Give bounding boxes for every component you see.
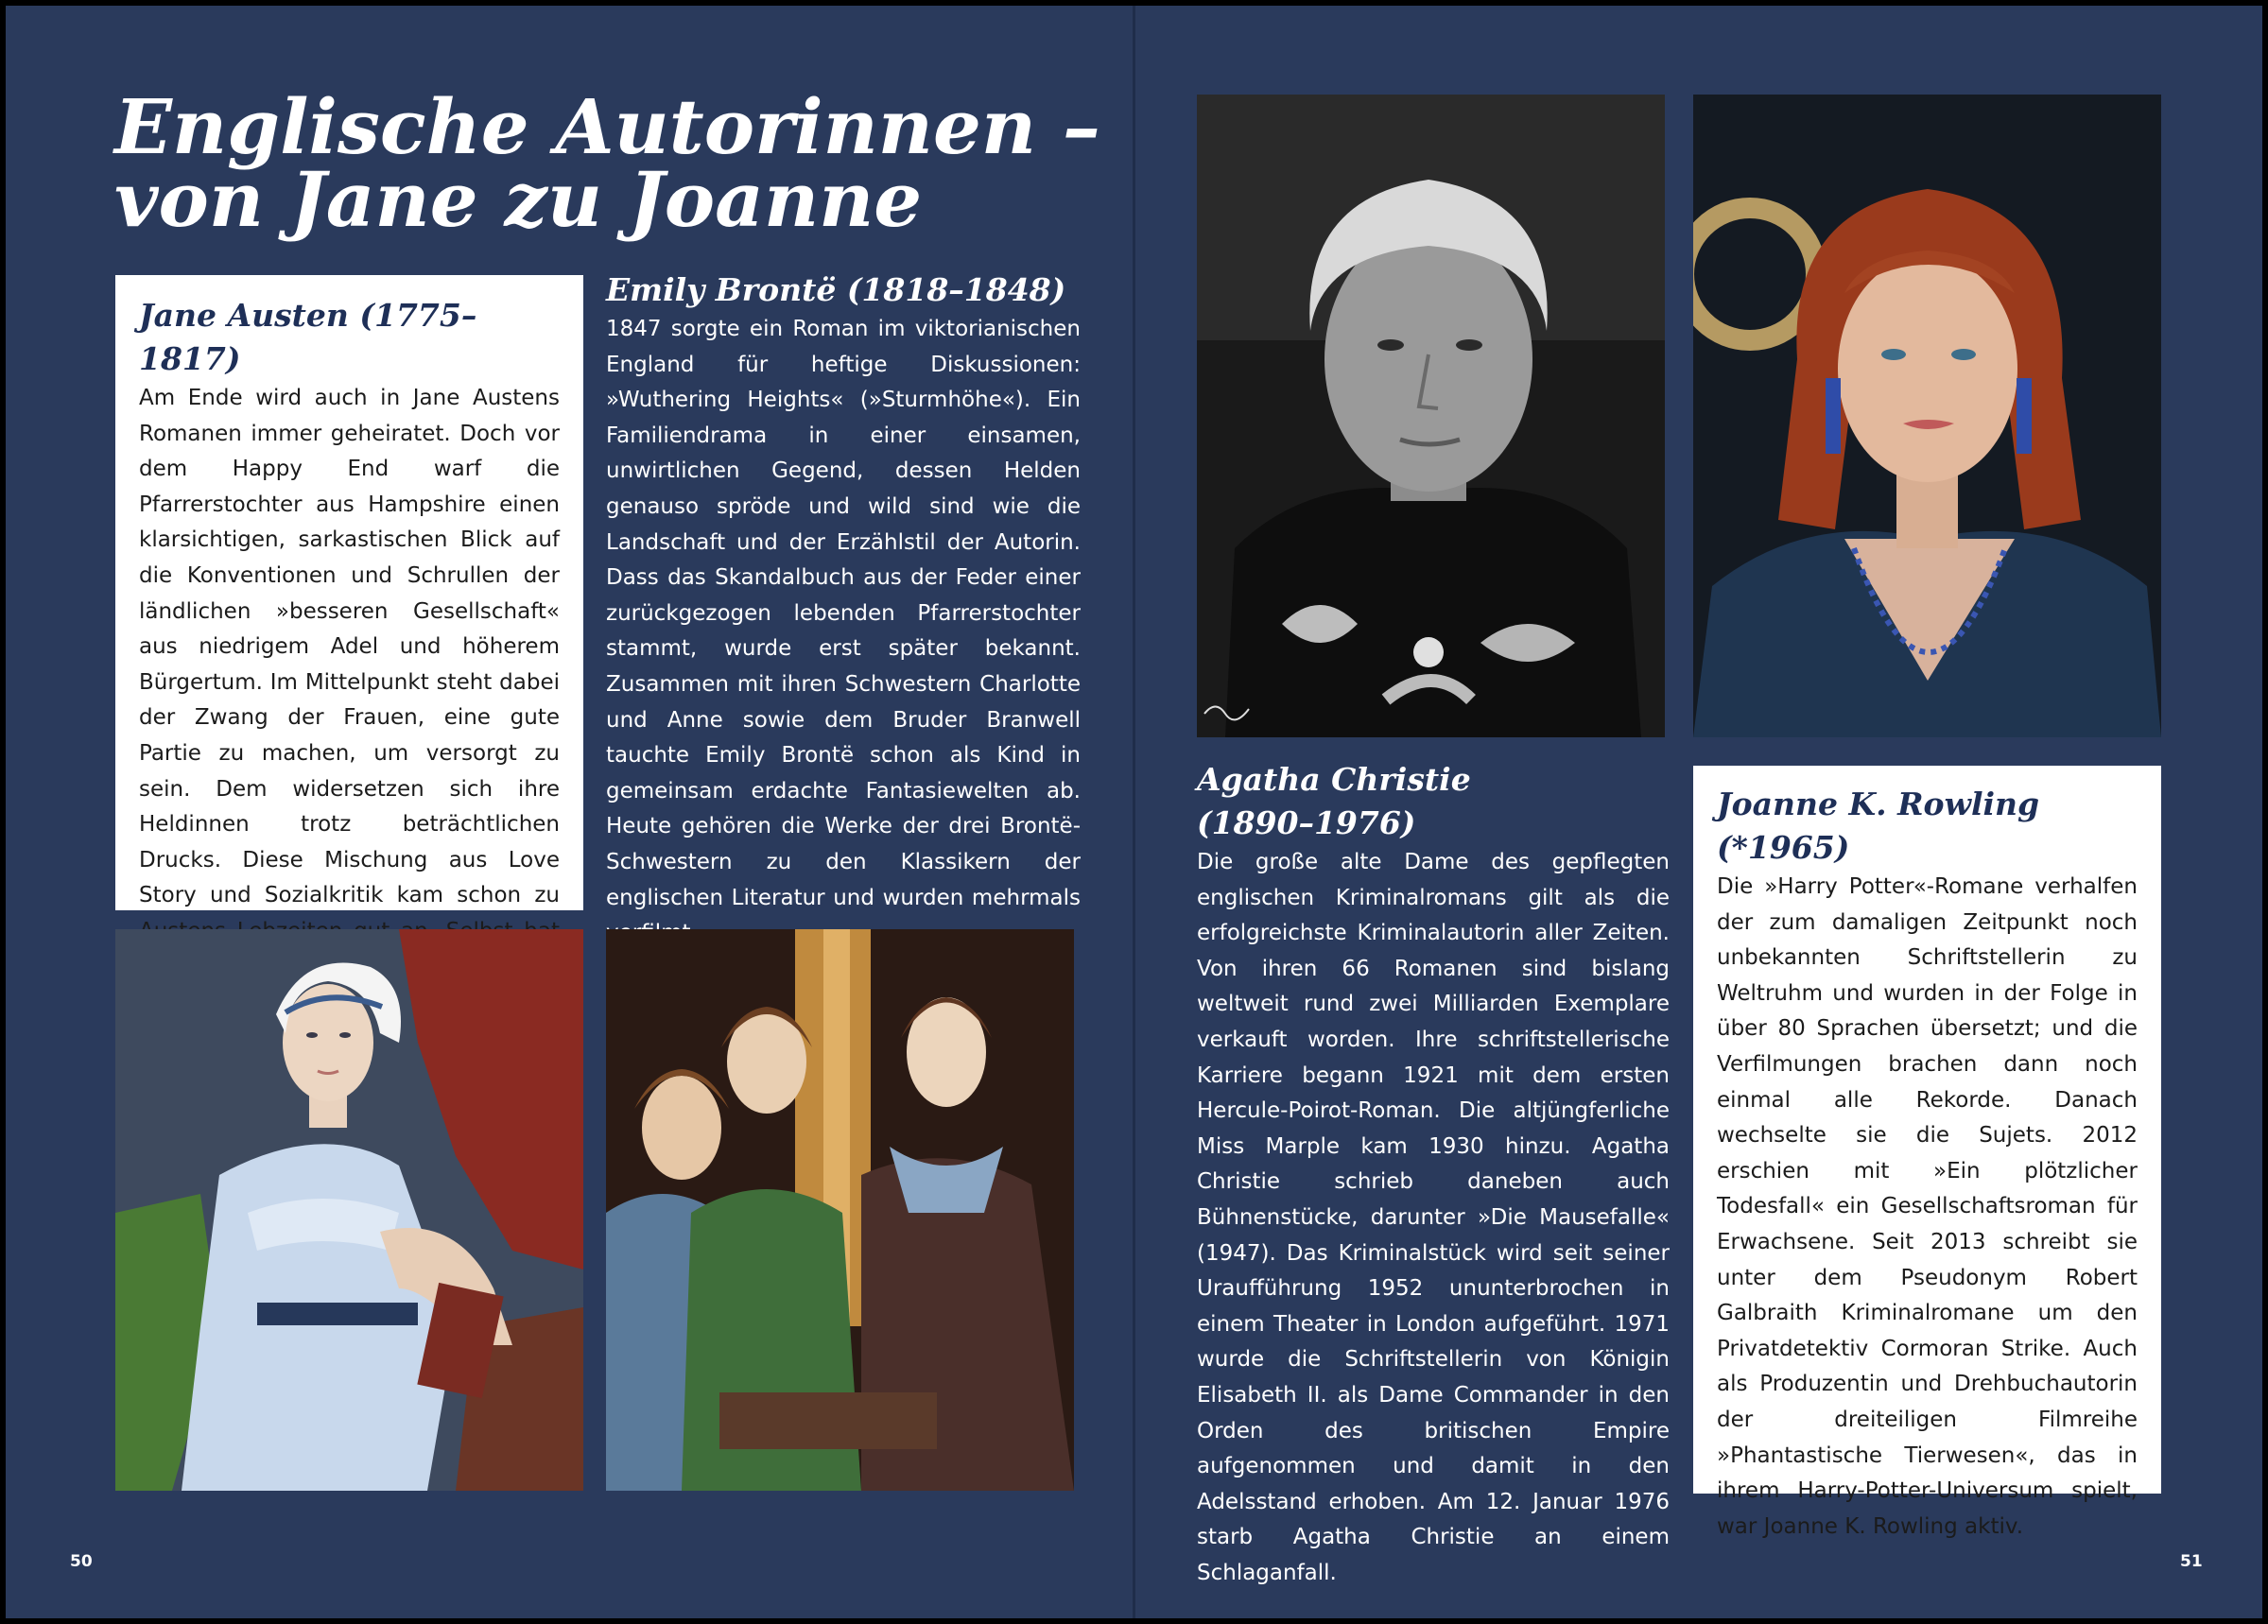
page-number-right: 51	[2180, 1552, 2203, 1571]
rowling-heading	[1717, 783, 2138, 870]
book-spread	[6, 6, 2262, 1618]
page-title	[114, 82, 1117, 244]
bronte-column	[606, 268, 1081, 952]
rowling-heading-years: (*1965)	[1717, 829, 1850, 866]
rowling-body: Die »Harry Potter«-Romane verhalfen der zum damaligen Zeitpunkt noch unbekannten Schriftstellerin zu Weltruhm und wurden in der Folge in über 80 Sprachen übersetzt; und die Verfilmungen brachen dann noch einmal alle Rekorde. Danach wechselte sie die Sujets. 2012 erschien mit »Ein plötzlicher Todesfall« ein Gesellschaftsroman für Erwachsene. Seit 2013 schreibt sie unter dem Pseudonym Robert Galbraith Kriminalromane um den Privatdetektiv Cormoran Strike. Auch als Produzentin und Drehbuchautorin der dreiteiligen Filmreihe »Phantastische Tierwesen«, das in ihrem Harry-Potter-Universum spielt, war Joanne K. Rowling aktiv.	[1717, 874, 2138, 1539]
bronte-sisters-painting	[606, 929, 1074, 1491]
rowling-heading-name: Joanne K. Rowling	[1717, 786, 2040, 822]
austen-body: Am Ende wird auch in Jane Austens Romanen immer geheiratet. Doch vor dem Happy End warf die Pfarrerstochter aus Hampshire einen klarsichtigen, sarkastischen Blick auf die Konventionen und Schrullen der ländlichen »besseren Gesellschaft« aus niedrigem Adel und höherem Bürgertum. Im Mittelpunkt steht dabei der Zwang der Frauen, eine gute Partie zu machen, um versorgt zu sein. Dem widersetzen sich ihre Heldinnen trotz beträchtlichen Drucks. Diese Mischung aus Love Story und Sozialkritik kam schon zu	[139, 386, 560, 908]
page-title-line1: Englische Autorinnen –	[114, 82, 1100, 171]
christie-heading-years: (1890–1976)	[1197, 804, 1416, 841]
christie-heading-name: Agatha Christie	[1197, 761, 1471, 798]
bronte-body: 1847 sorgte ein Roman im viktorianischen England für heftige Diskussionen: »Wuthering Heights« (»Sturmhöhe«). Ein Familiendrama in einer einsamen, unwirtlichen Gegend, dessen Helden genauso spröde und wild sind wie die Landschaft und der Erzählstil der Autorin. Dass das Skandalbuch aus der Feder einer zurückgezogen lebenden Pfarrerstochter stammt, wurde erst später bekannt. Zusammen mit ihren Schwestern Charlotte und Anne sowie dem Bruder Branwell tauchte Emily Brontë schon als Kind in gemeinsam erdachte Fantasiewelten ab. Heute gehören die Werke der drei Brontë-Schwestern zu den Klassikern der englischen Literatur und wurden mehrmals	[606, 317, 1081, 910]
christie-heading	[1197, 758, 1670, 845]
austen-heading: Jane Austen (1775–1817)	[139, 297, 477, 377]
bronte-heading: Emily Brontë (1818–1848)	[606, 271, 1066, 308]
page-number-left: 50	[70, 1552, 93, 1571]
rowling-photo	[1693, 95, 2161, 737]
page-title-line2: von Jane zu Joanne	[114, 155, 923, 244]
austen-portrait	[115, 929, 583, 1491]
austen-text-box	[115, 275, 583, 910]
rowling-text-box	[1693, 766, 2161, 1539]
christie-body: Die große alte Dame des gepflegten englischen Kriminalromans gilt als die erfolgreichste Kriminalautorin aller Zeiten. Von ihren 66 Romanen sind bislang weltweit rund zwei Milliarden Exemplare verkauft worden. Ihre schriftstellerische Karriere begann 1921 mit dem ersten Hercule-Poirot-Roman. Die altjüngferliche Miss Marple kam 1930 hinzu. Agatha Christie schrieb daneben auch Bühnenstücke, darunter »Die Mausefalle« (1947). Das Kriminalstück wird seit seiner Uraufführung 1952 ununterbrochen in einem Theater in London aufgeführt. 1971 wurde die Schriftstellerin von Königin Elisabeth II. als Dame Commander in den Orden des britischen Empire aufgenommen und damit in den Adelsstand erhoben. Am 12. Januar 1976 starb Agatha Christie an einem Schlaganfall.	[1197, 850, 1670, 1585]
page-gutter	[1133, 6, 1135, 1618]
christie-photo	[1197, 95, 1665, 737]
christie-column	[1197, 758, 1670, 1591]
